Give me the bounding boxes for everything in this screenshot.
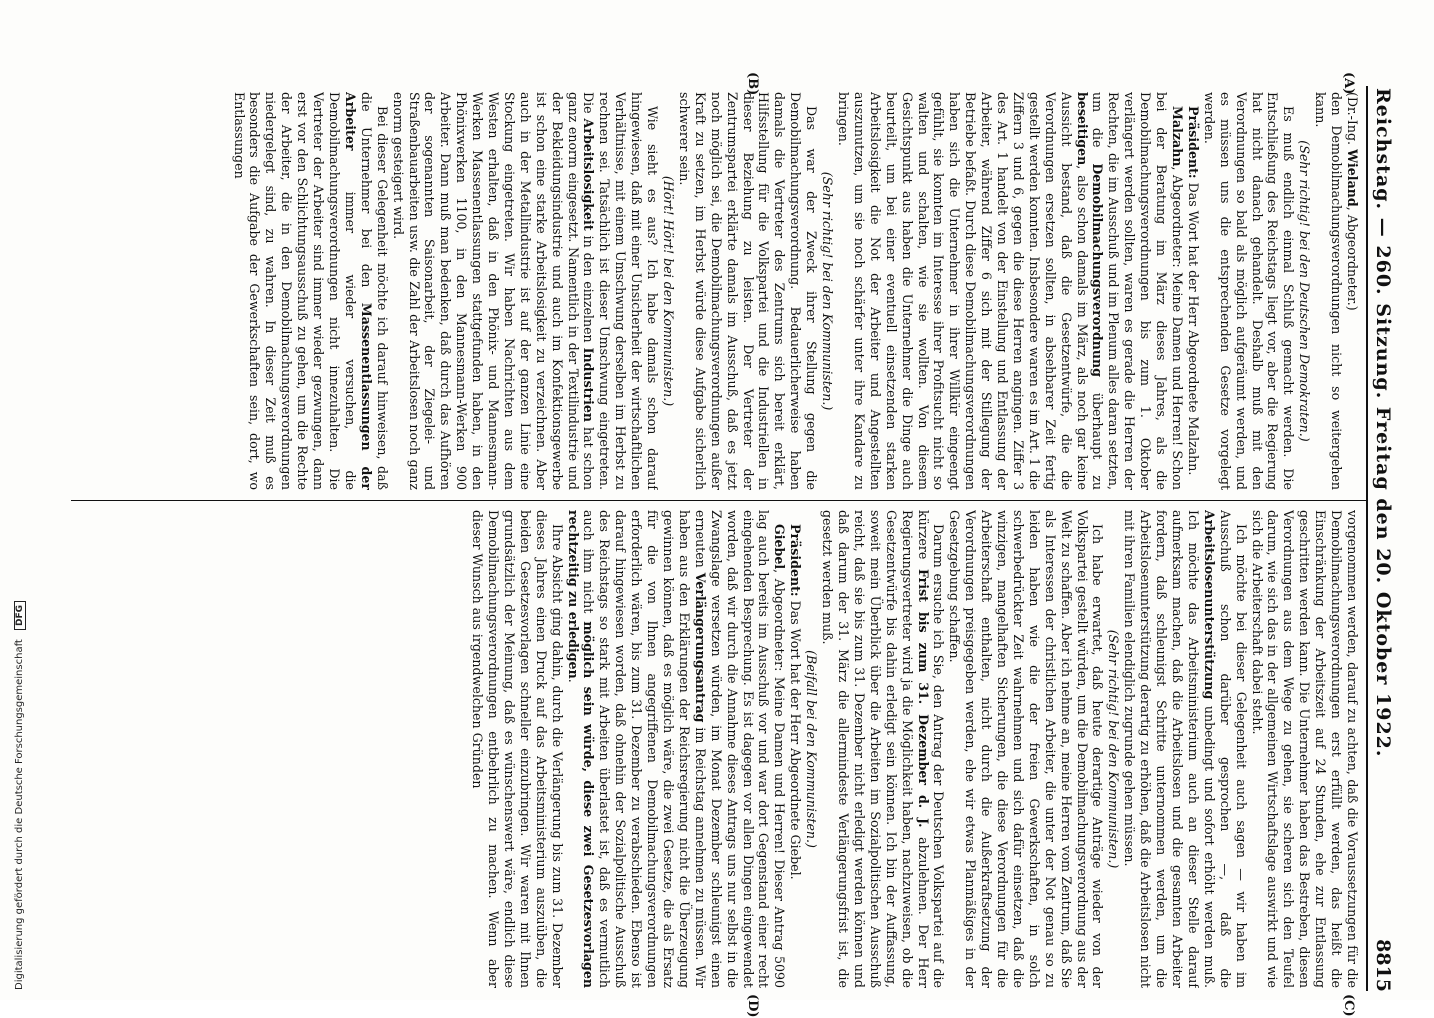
left-column-paragraph: den Demobilmachungsverordnungen nicht so weitergehen kann. [1313, 92, 1345, 490]
margin-letter-b: (B) [745, 72, 760, 96]
page-header [1366, 0, 1400, 1000]
right-column-paragraph: Ich möchte bei dieser Gelegenheit auch sagen — wir haben im Ausschuß schon darüber gesprochen —, daß die Arbeitslosenunterstützung unbedingt und sofort erhöht werden muß. Ich möchte das Arbeitsministerium auch an dieser Stelle darauf aufmerksam machen, daß die Arbeitslosen und die gesamten Arbeiter fordern, daß schleunigst Schritte unternommen werden, um die Arbeitslosenunterstützung derartig zu erhöhen, daß die Arbeitslosen nicht mit ihren Familien elendiglich zugrunde gehen müssen. [1122, 510, 1249, 988]
left-column-paragraph: Wie sieht es aus? Ich habe damals schon darauf hingewiesen, daß mit einer Unsicherheit der wirtschaftlichen Verhältnisse, mit einem Umschwung derselben im Herbst zu rechnen sei. Tatsächlich ist dieser Umschwung eingetreten. Die Arbeitslosigkeit in den einzelnen Industrien hat schon ganz enorm eingesetzt. Namentlich in der Textilindustrie und der Bekleidungsindustrie und auch im Konfektionsgewerbe ist schon eine starke Arbeitslosigkeit zu verzeichnen. Aber auch in der Metallindustrie ist auf der ganzen Linie eine Stockung eingetreten. Wir haben Nachrichten aus dem Westen erhalten, daß in den Phönix- und Mannesmann-Werken Massenentlassungen stattgefunden haben, in den Phönixwerken 1100, in den Mannesmann-Werken 900 Arbeiter. Dann muß man bedenken, daß durch das Aufhören der sogenannten Saisonarbeit, der Ziegelei- und Straßenbauarbeiten usw. die Zahl der Arbeitslosen noch ganz enorm gesteigert wird. [390, 92, 661, 490]
left-column-paragraph: Es muß endlich einmal Schluß gemacht werden. Die Entschließung des Reichstags liegt vor, aber die Regierung hat nicht danach gehandelt. Deshalb muß mit den Verordnungen so bald als möglich aufgeräumt werden, und es müssen uns die entsprechenden Gesetze vorgelegt werden. [1201, 92, 1297, 490]
right-column-paragraph: (Sehr richtig! bei den Kommunisten.) [1106, 629, 1122, 869]
right-column-paragraph: Giebel, Abgeordneter: Meine Damen und Herren! Dieser Antrag 5090 lag auch bereits im Ausschuß vor und war dort Gegenstand einer recht eingehenden Besprechung. Es ist dagegen vor allen Dingen eingewendet worden, daß wir durch die Annahme dieses Antrags uns nur selbst in die Zwangslage versetzen würden, im Monat Dezember schleunigst einen erneuten Verlängerungsantrag im Reichstag annehmen zu müssen. Wir haben aus den Erklärungen der Reichsregierung nicht die Überzeugung gewinnen können, daß es möglich wäre, die zwei Gesetze, die als Ersatz für die von Ihnen angegriffenen Demobilmachungsverordnungen erforderlich wären, bis zum 31. Dezember zu verabschieden. Ebenso ist darauf hingewiesen worden, daß ohnehin der Sozialpolitische Ausschuß des Reichstags so stark mit Arbeiten überlastet ist, daß es vermutlich auch ihm nicht möglich sein würde, diese zwei Gesetzesvorlagen rechtzeitig zu erledigen. [565, 510, 788, 988]
right-column-paragraph: Ihre Absicht ging dahin, durch die Verlängerung bis zum 31. Dezember dieses Jahres einen Druck auf das Arbeitsministerium auszuüben, die beiden Gesetzesvorlagen schneller einzubringen. Wir waren mit Ihnen grundsätzlich der Meinung, daß es wünschenswert wäre, endlich diese Demobilmachungsverordnungen entbehrlich zu machen. Wenn aber dieser Wunsch aus irgendwelchen Gründen [470, 510, 565, 988]
page-number: 8815 [1372, 939, 1394, 992]
digitization-credit [14, 0, 28, 990]
margin-letter-d: (D) [745, 994, 760, 1018]
right-column-paragraph: Präsident: Das Wort hat der Herr Abgeordnete Giebel. [788, 524, 804, 880]
header-rule [1366, 86, 1368, 991]
left-column-paragraph: Das war der Zweck ihrer Stellung gegen die Demobilmachungsverordnung. Bedauerlicherweise haben damals die Vertreter des Zentrums sich bereit erklärt, Hilfsstellung für die Volkspartei und die Industriellen in dieser Beziehung zu leisten. Der Vertreter der Zentrumspartei erklärte damals im Ausschuß, daß es jetzt noch möglich sei, die Demobilmachungsverordnungen außer Kraft zu setzen, im Herbst würde diese Aufgabe sicherlich schwerer sein. [676, 92, 820, 490]
rotated-page-content [70, 0, 1400, 1018]
running-head: Reichstag. — 260. Sitzung. Freitag den 20. Oktober 1922. [1372, 88, 1394, 758]
left-column-paragraph: (Sehr richtig! bei den Kommunisten.) [820, 171, 836, 411]
margin-letter-c: (C) [1341, 994, 1356, 1017]
text-column-right [80, 510, 1360, 988]
text-column-left [80, 92, 1360, 490]
left-column-paragraph: (Sehr richtig! bei den Deutschen Demokraten.) [1297, 140, 1313, 442]
left-column-paragraph: (Dr.-Ing. Wieland, Abgeordneter.) [1345, 92, 1360, 311]
right-column-paragraph: Darum ersuche ich Sie, den Antrag der Deutschen Volkspartei auf die kürzere Frist bis zum 31. Dezember d. J. abzulehnen. Der Herr Regierungsvertreter wird ja die Möglichkeit haben, nachzuweisen, ob die Gesetzentwürfe bis dahin erledigt sein können. Ich bin der Auffassung, soweit mein Überblick über die Arbeiten im Sozialpolitischen Ausschuß reicht, daß sie bis zum 31. Dezember nicht erledigt werden können und daß darum der 31. März die allermindeste Verlängerungsfrist ist, die gesetzt werden muß. [820, 510, 947, 988]
left-column-paragraph: Präsident: Das Wort hat der Herr Abgeordnete Malzahn. [1185, 106, 1201, 476]
dfg-logo: DFG [14, 601, 26, 630]
left-column-paragraph: Bei dieser Gelegenheit möchte ich darauf hinweisen, daß die Unternehmer bei den Massenentlassungen der Arbeiter immer wieder versuchen, die Demobilmachungsverordnungen nicht innezuhalten. Die Vertreter der Arbeiter sind immer wieder gezwungen, dann erst vor den Schlichtungsausschuß zu gehen, um die Rechte der Arbeiter, die in den Demobilmachungsverordnungen niedergelegt sind, zu wahren. In dieser Zeit muß es besonders die Aufgabe der Gewerkschaften sein, dort, wo Entlassungen [231, 92, 390, 490]
right-column-paragraph: Ich habe erwartet, daß heute derartige Anträge wieder von der Volkspartei gestellt würden, um die Demobilmachungsverordnung aus der Welt zu schaffen. Aber ich nehme an, meine Herren vom Zentrum, daß Sie als Interessen der christlichen Arbeiter, die unter der Not genau so zu leiden haben wie die der freien Gewerkschaften, in solch schwerbedrückter Zeit wahrnehmen und sich dafür einsetzen, daß die winzigen, mangelhaften Sicherungen, die diese Verordnungen für die Arbeiterschaft enthalten, nicht durch die Außerkraftsetzung der Verordnungen preisgegeben werden, ehe wir etwas Planmäßiges in der Gesetzgebung schaffen. [947, 510, 1106, 988]
column-divider [71, 500, 1366, 501]
left-column-paragraph: Malzahn, Abgeordneter: Meine Damen und Herren! Schon bei der Beratung im März dieses Jahres, als die Demobilmachungsverordnungen bis zum 1. Oktober verlängert werden sollten, waren es gerade die Herren der Rechten, die im Ausschuß und im Plenum alles daran setzten, um die Demobilmachungsverordnung überhaupt zu beseitigen, also schon damals im März, als noch gar keine Aussicht bestand, daß die Gesetzentwürfe, die die Verordnungen ersetzen sollten, in absehbarer Zeit fertig gestellt werden konnten. Insbesondere waren es im Art. 1 die Ziffern 3 und 6, gegen die diese Herren angingen. Ziffer 3 des Art. 1 handelt von der Einstellung und Entlassung der Arbeiter, während Ziffer 6 sich mit der Stillegung der Betriebe befaßt. Durch diese Demobilmachungsverordnungen haben sich die Unternehmer in ihrer Willkür eingeengt gefühlt, sie konnten im Interesse ihrer Profitsucht nicht so walten und schalten, wie sie wollten. Von diesem Gesichtspunkt aus haben die Unternehmer die Dinge auch beurteilt, um bei einer eventuell einsetzenden starken Arbeitslosigkeit die Not der Arbeiter und Angestellten auszunutzen, um sie noch schärfer unter ihre Kandare zu bringen. [836, 92, 1186, 490]
right-column-paragraph: (Beifall bei den Kommunisten.) [804, 650, 820, 848]
left-column-paragraph: (Hört! Hört! bei den Kommunisten.) [661, 175, 677, 407]
margin-letter-a: (A) [1341, 72, 1356, 95]
credit-text: Digitalisierung gefördert durch die Deutsche Forschungsgemeinschaft [14, 639, 25, 990]
right-column-paragraph: vorgenommen werden, darauf zu achten, daß die Voraussetzungen für die Demobilmachungsverordnungen erst erfüllt werden, das heißt die Einschränkung der Arbeitszeit auf 24 Stunden, ehe zur Entlassung geschritten werden kann. Die Unternehmer haben das Bestreben, diesen Verordnungen aus dem Wege zu gehen, sie scheren sich den Teufel darum, wie sich das in der allgemeinen Wirtschaftslage auswirkt und wie sich die Arbeiterschaft dabei steht. [1249, 510, 1360, 988]
